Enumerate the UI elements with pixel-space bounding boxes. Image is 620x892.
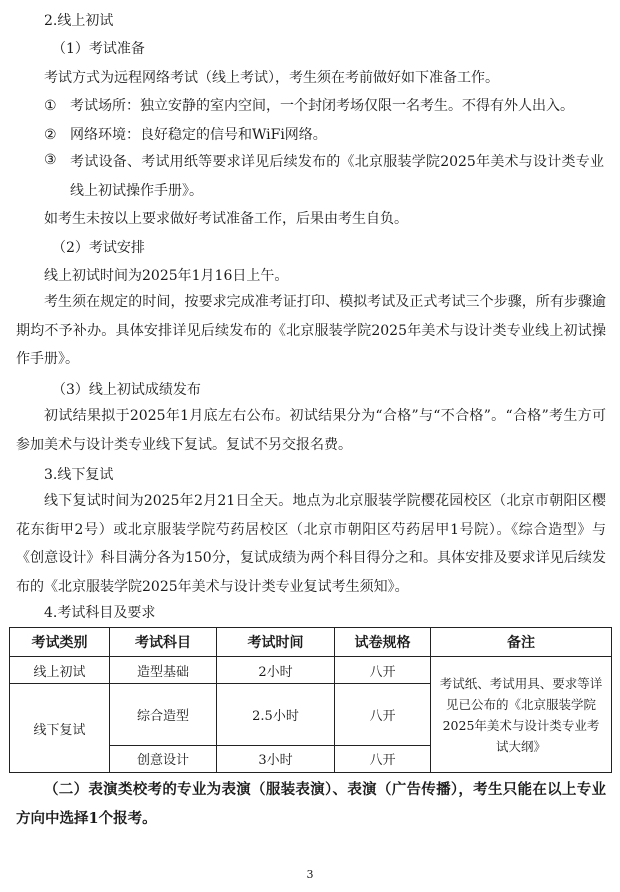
category-cell: 线上初试	[10, 657, 110, 684]
time-cell: 2小时	[217, 657, 335, 684]
paper-cell: 八开	[335, 657, 431, 684]
time-cell: 3小时	[217, 745, 335, 772]
exam-table	[9, 627, 612, 773]
requirement-marker: ③	[44, 152, 57, 168]
table-header: 考试类别	[10, 628, 110, 657]
paper-cell: 八开	[335, 745, 431, 772]
requirement-item	[44, 148, 604, 205]
page-number: 3	[306, 868, 314, 881]
offline-detail: 线下复试时间为2025年2月21日全天。地点为北京服装学院樱花园校区（北京市朝阳区樱花东街甲2号）或北京服装学院芍药居校区（北京市朝阳区芍药居甲1号院）。《综合造型》与《创意设计》科目满分各为150分，复试成绩为两个科目得分之和。具体安排及要求详见后续发布的《北京服装学院2025年美术与设计类专业复试考生须知》。	[16, 493, 606, 595]
table-row	[10, 657, 612, 684]
subject-cell: 造型基础	[110, 657, 217, 684]
sub3-heading: （3）线上初试成绩发布	[52, 382, 201, 398]
paper-cell: 八开	[335, 684, 431, 745]
section-online-heading: 2.线上初试	[44, 13, 114, 29]
section-subjects-heading: 4.考试科目及要求	[44, 605, 156, 621]
sub1-intro: 考试方式为远程网络考试（线上考试），考生须在考前做好如下准备工作。	[44, 70, 499, 86]
section-offline-heading: 3.线下复试	[44, 467, 114, 483]
table-header: 考试科目	[110, 628, 217, 657]
requirement-text: 考试设备、考试用纸等要求详见后续发布的《北京服装学院2025年美术与设计类专业线上初试操作手册》。	[70, 154, 604, 199]
performance-note: （二）表演类校考的专业为表演（服装表演）、表演（广告传播），考生只能在以上专业方向中选择1个报考。	[16, 781, 606, 827]
table-header: 备注	[431, 628, 612, 657]
sub2-detail: 考生须在规定的时间，按要求完成准考证打印、模拟考试及正式考试三个步骤，所有步骤逾期均不予补办。具体安排详见后续发布的《北京服装学院2025年美术与设计类专业线上初试操作手册》。	[16, 294, 606, 367]
sub1-warning: 如考生未按以上要求做好考试准备工作，后果由考生自负。	[44, 211, 408, 227]
sub2-heading: （2）考试安排	[52, 240, 145, 256]
requirement-text: 考试场所：独立安静的室内空间，一个封闭考场仅限一名考生。不得有外人出入。	[70, 98, 574, 114]
note-cell: 考试纸、考试用具、要求等详见已公布的《北京服装学院2025年美术与设计类专业考试大纲》	[431, 657, 612, 773]
requirement-item	[44, 96, 614, 116]
category-cell: 线下复试	[10, 684, 110, 773]
sub3-detail: 初试结果拟于2025年1月底左右公布。初试结果分为“合格”与“不合格”。“合格”考生方可参加美术与设计类专业线下复试。复试不另交报名费。	[16, 408, 606, 453]
requirement-marker: ①	[44, 98, 57, 114]
time-cell: 2.5小时	[217, 684, 335, 745]
table-header: 试卷规格	[335, 628, 431, 657]
table-header-row	[10, 628, 612, 657]
requirement-item	[44, 125, 614, 145]
requirement-marker: ②	[44, 127, 57, 143]
sub1-heading: （1）考试准备	[52, 41, 145, 57]
sub2-time: 线上初试时间为2025年1月16日上午。	[44, 268, 289, 284]
subject-cell: 综合造型	[110, 684, 217, 745]
requirement-text: 网络环境：良好稳定的信号和WiFi网络。	[70, 127, 327, 143]
table-header: 考试时间	[217, 628, 335, 657]
subject-cell: 创意设计	[110, 745, 217, 772]
